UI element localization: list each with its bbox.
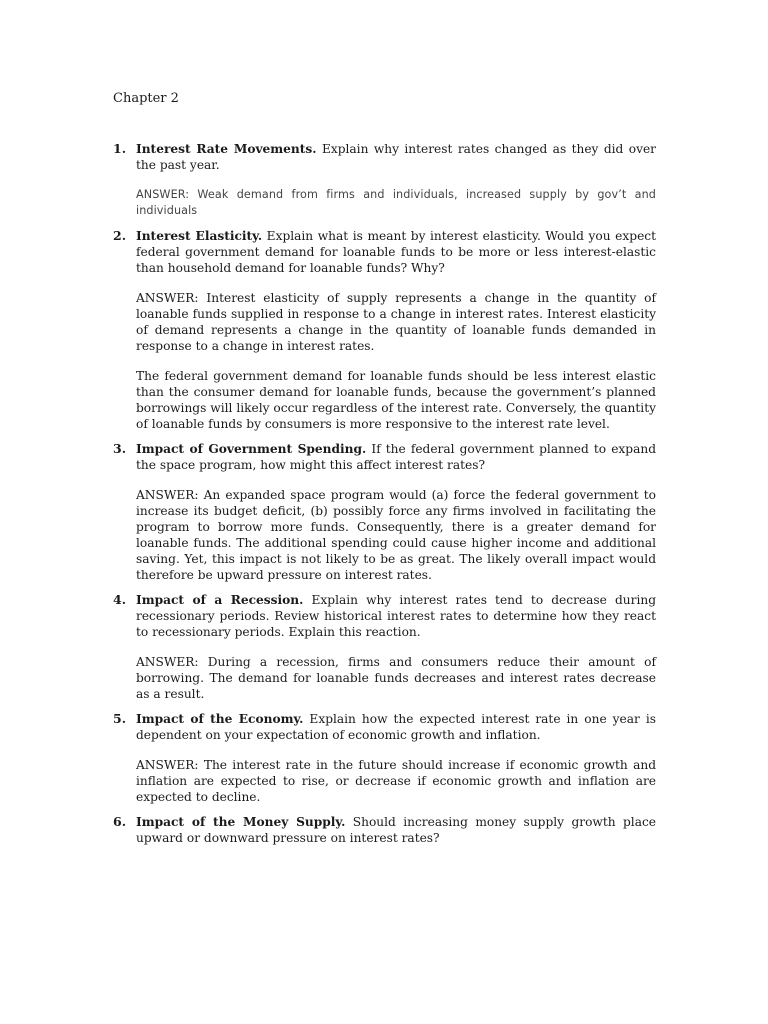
question-title: Impact of a Recession.	[136, 593, 304, 607]
question-item	[113, 441, 656, 583]
question-body: Explain what is meant by interest elasticity. Would you expect federal government demand for loanable funds to be more or less interest-elastic than household demand for loanable funds? Why?	[136, 229, 657, 275]
question-title: Interest Elasticity.	[136, 229, 263, 243]
question-title: Impact of the Economy.	[136, 712, 304, 726]
question-title: Impact of Government Spending.	[136, 442, 367, 456]
question-number: 6.	[113, 814, 127, 829]
question-text	[136, 592, 656, 640]
question-number: 1.	[113, 141, 127, 156]
question-text	[136, 141, 656, 173]
question-text	[136, 711, 656, 743]
question-item	[113, 228, 656, 432]
answer-paragraph: The federal government demand for loanable funds should be less interest elastic than the consumer demand for loanable funds, because the government’s planned borrowings will likely occur regardless of the interest rate. Conversely, the quantity of loanable funds by consumers is more responsive to the interest rate level.	[136, 369, 656, 431]
question-body: Explain how the expected interest rate in one year is dependent on your expectation of economic growth and inflation.	[136, 712, 656, 742]
question-list	[113, 141, 656, 855]
question-item	[113, 711, 656, 805]
question-body: Explain why interest rates tend to decrease during recessionary periods. Review historical interest rates to determine how they react to recessionary periods. Explain this reaction.	[136, 593, 656, 639]
answer-paragraph: ANSWER: Interest elasticity of supply represents a change in the quantity of loanable funds supplied in response to a change in interest rates. Interest elasticity of demand represents a change in the quantity of loanable funds demanded in response to a change in interest rates.	[136, 291, 656, 353]
question-number: 5.	[113, 711, 127, 726]
answer-paragraph: ANSWER: The interest rate in the future should increase if economic growth and inflation are expected to rise, or decrease if economic growth and inflation are expected to decline.	[136, 758, 656, 804]
question-number: 3.	[113, 441, 127, 456]
question-number: 2.	[113, 228, 127, 243]
question-body: Should increasing money supply growth place upward or downward pressure on interest rates?	[136, 815, 656, 845]
question-item	[113, 592, 656, 702]
question-text	[136, 441, 656, 473]
answer-paragraph: ANSWER: Weak demand from firms and individuals, increased supply by gov’t and individuals	[136, 188, 656, 217]
question-item	[113, 814, 656, 846]
question-title: Impact of the Money Supply.	[136, 815, 346, 829]
question-body: If the federal government planned to expand the space program, how might this affect interest rates?	[136, 442, 656, 472]
question-text	[136, 228, 656, 276]
question-number: 4.	[113, 592, 127, 607]
answer-paragraph: ANSWER: During a recession, firms and consumers reduce their amount of borrowing. The demand for loanable funds decreases and interest rates decrease as a result.	[136, 655, 656, 701]
question-title: Interest Rate Movements.	[136, 142, 317, 156]
chapter-heading: Chapter 2	[113, 91, 179, 106]
question-text	[136, 814, 656, 846]
answer-paragraph: ANSWER: An expanded space program would (a) force the federal government to increase its budget deficit, (b) possibly force any firms involved in facilitating the program to borrow more funds. Consequently, there is a greater demand for loanable funds. The additional spending could cause higher income and additional saving. Yet, this impact is not likely to be as great. The likely overall impact would therefore be upward pressure on interest rates.	[136, 488, 656, 582]
question-item	[113, 141, 656, 219]
question-body: Explain why interest rates changed as they did over the past year.	[136, 142, 656, 172]
